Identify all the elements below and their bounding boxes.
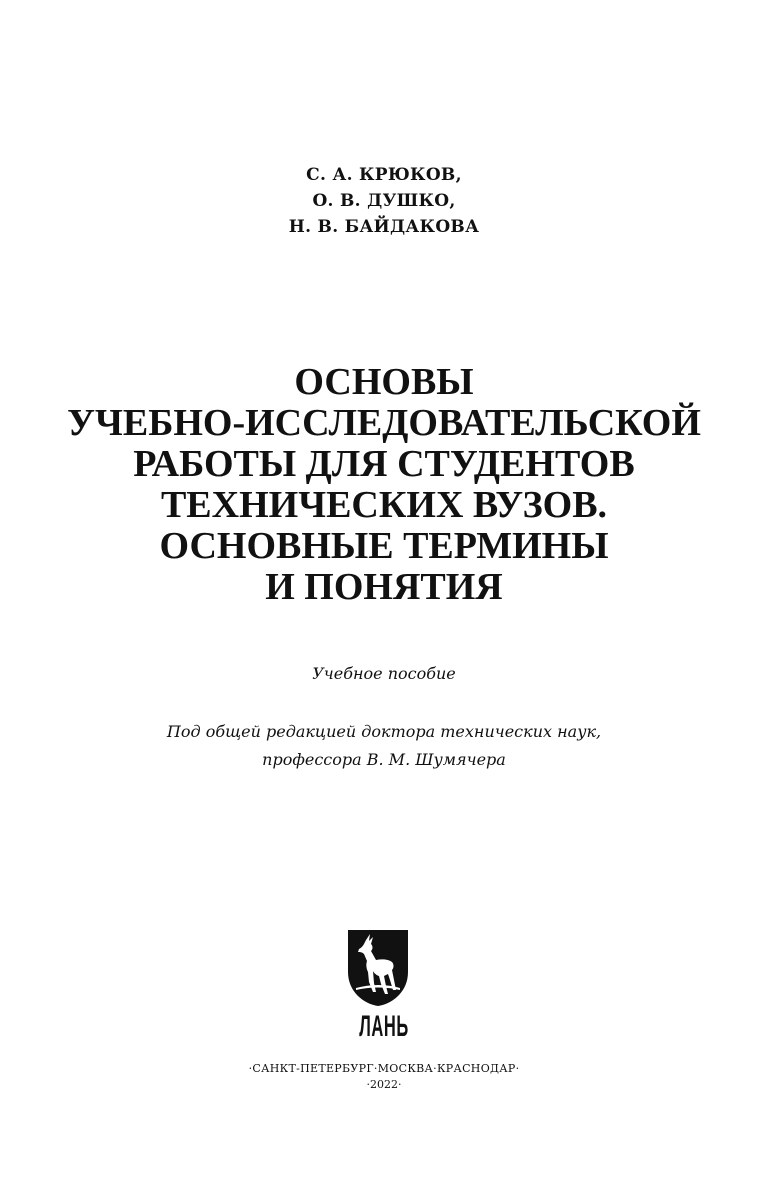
title-line: УЧЕБНО-ИССЛЕДОВАТЕЛЬСКОЙ — [67, 402, 701, 444]
author-name: Н. В. БАЙДАКОВА — [288, 217, 480, 237]
title-line: ОСНОВЫ — [294, 361, 474, 403]
title-line: ОСНОВНЫЕ ТЕРМИНЫ — [159, 525, 609, 567]
title-line: РАБОТЫ ДЛЯ СТУДЕНТОВ — [133, 443, 635, 485]
authors-block — [0, 162, 768, 240]
book-title — [0, 362, 768, 608]
publisher-cities: ·САНКТ-ПЕТЕРБУРГ·МОСКВА·КРАСНОДАР· — [248, 1062, 520, 1075]
publication-year: ·2022· — [366, 1078, 402, 1091]
editor-note — [0, 718, 768, 774]
author-name: С. А. КРЮКОВ, — [306, 165, 462, 185]
author-name: О. В. ДУШКО, — [312, 191, 456, 211]
title-line: И ПОНЯТИЯ — [265, 566, 503, 608]
editor-line: Под общей редакцией доктора технических наук, — [166, 722, 602, 741]
editor-line: профессора В. М. Шумячера — [262, 750, 506, 769]
gazelle-shield-icon — [346, 928, 410, 1008]
title-line: ТЕХНИЧЕСКИХ ВУЗОВ. — [160, 484, 608, 526]
book-type: Учебное пособие — [312, 664, 456, 683]
publisher-name: ЛАНЬ — [359, 1010, 409, 1043]
